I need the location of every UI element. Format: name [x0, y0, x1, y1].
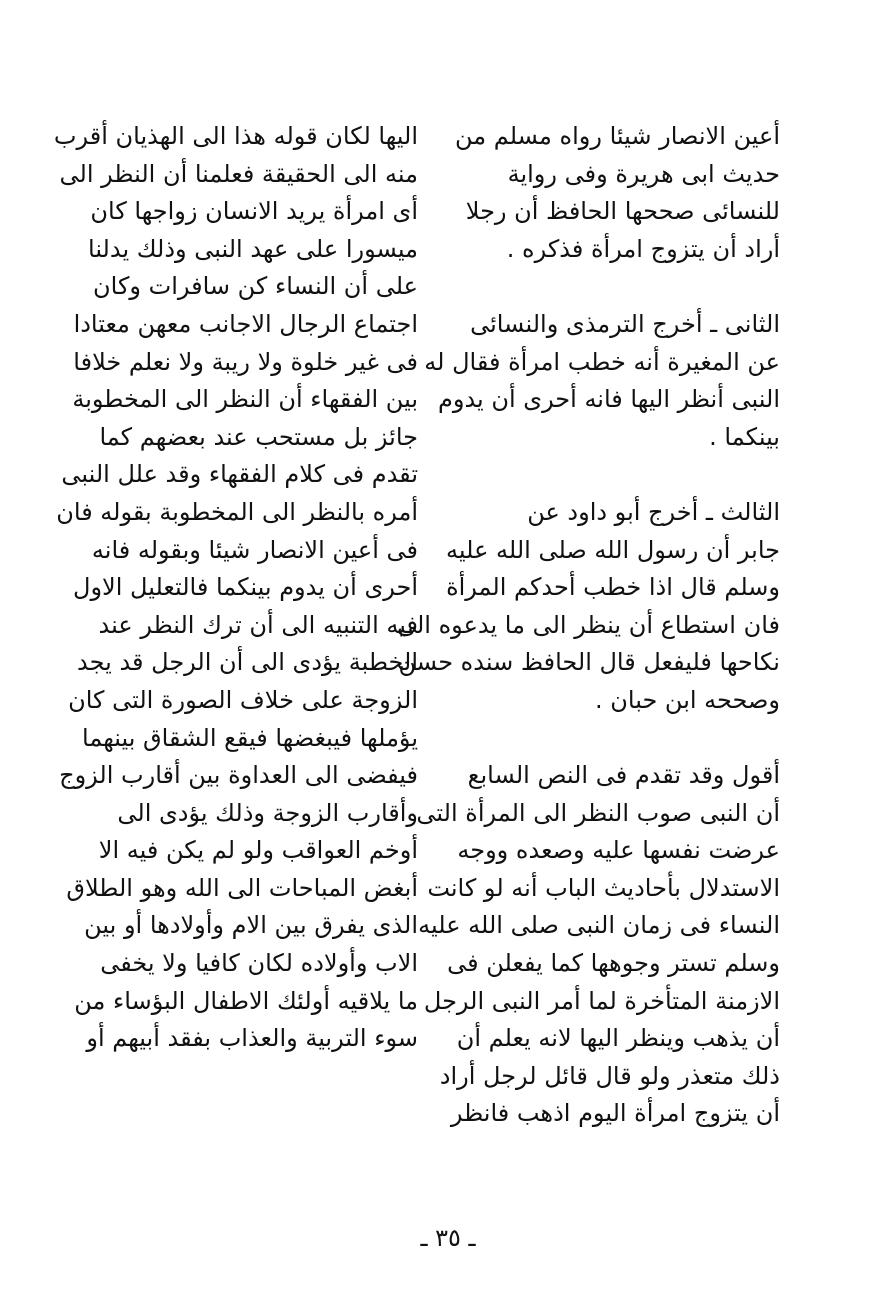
text-line: فيه التنبيه الى أن ترك النظر عند [98, 610, 418, 639]
text-line: أبغض المباحات الى الله وهو الطلاق [66, 873, 418, 902]
text-line: أن يتزوج امرأة اليوم اذهب فانظر [450, 1099, 780, 1128]
text-line: سوء التربية والعذاب بفقد أبيهم أو [86, 1024, 418, 1053]
text-line: الازمنة المتأخرة لما أمر النبى الرجل [423, 986, 780, 1015]
text-line: للنسائى صححها الحافظ أن رجلا [465, 197, 780, 226]
text-line: وسلم قال اذا خطب أحدكم المرأة [446, 573, 780, 602]
text-line: جابر أن رسول الله صلى الله عليه [446, 535, 780, 564]
paragraph-gap [446, 456, 780, 494]
left-text-column [53, 118, 418, 1058]
paragraph-2 [424, 306, 780, 456]
text-line: أى امرأة يريد الانسان زواجها كان [90, 197, 418, 226]
text-line: بين الفقهاء أن النظر الى المخطوبة [72, 385, 418, 414]
text-line: بينكما . [709, 422, 780, 451]
text-line: وسلم تستر وجوهها كما يفعلن فى [447, 949, 780, 978]
text-line: تقدم فى كلام الفقهاء وقد علل النبى [61, 460, 418, 489]
text-line: الاستدلال بأحاديث الباب أنه لو كانت [427, 873, 780, 902]
paragraph-4 [416, 757, 780, 1133]
text-line: فيفضى الى العداوة بين أقارب الزوج [59, 761, 418, 790]
text-line: يؤملها فيبغضها فيقع الشقاق بينهما [82, 723, 418, 752]
text-line: وصححه ابن حبان . [595, 685, 780, 714]
paragraph-gap [446, 268, 780, 306]
text-line: جائز بل مستحب عند بعضهم كما [99, 422, 418, 451]
text-line: فى أعين الانصار شيئا وبقوله فانه [91, 535, 418, 564]
text-line: النبى أنظر اليها فانه أحرى أن يدوم [438, 385, 780, 414]
text-line: الزوجة على خلاف الصورة التى كان [68, 685, 418, 714]
text-line: منه الى الحقيقة فعلمنا أن النظر الى [59, 159, 418, 188]
text-line: الثانى ـ أخرج الترمذى والنسائى [470, 309, 780, 338]
paragraph-gap [446, 720, 780, 758]
text-line: حديث ابى هريرة وفى رواية [507, 159, 780, 188]
text-line: وأقارب الزوجة وذلك يؤدى الى [117, 798, 418, 827]
text-line: نكاحها فليفعل قال الحافظ سنده حسن [398, 648, 780, 677]
page-number: ـ ٣٥ ـ [420, 1224, 476, 1252]
text-line: الاب وأولاده لكان كافيا ولا يخفى [100, 949, 418, 978]
text-line: اليها لكان قوله هذا الى الهذيان أقرب [53, 122, 418, 150]
text-line: ميسورا على عهد النبى وذلك يدلنا [88, 234, 418, 263]
text-line: اجتماع الرجال الاجانب معهن معتادا [73, 309, 418, 338]
text-line: عرضت نفسها عليه وصعده ووجه [457, 836, 780, 865]
text-line: الثالث ـ أخرج أبو داود عن [527, 497, 780, 526]
text-line: الذى يفرق بين الام وأولادها أو بين [84, 911, 418, 940]
paragraph-3 [396, 494, 780, 720]
text-line: أوخم العواقب ولو لم يكن فيه الا [98, 836, 418, 865]
text-line: النساء فى زمان النبى صلى الله عليه [418, 911, 780, 940]
text-line: أقول وقد تقدم فى النص السابع [467, 761, 780, 790]
text-line: فان استطاع أن ينظر الى ما يدعوه الى [396, 610, 780, 639]
text-line: أن يذهب وينظر اليها لانه يعلم أن [456, 1024, 780, 1053]
right-text-column [396, 118, 780, 1133]
text-line: أحرى أن يدوم بينكما فالتعليل الاول [73, 573, 418, 602]
text-line: على أن النساء كن سافرات وكان [93, 272, 418, 301]
text-line: فى غير خلوة ولا ريبة ولا نعلم خلافا [73, 347, 418, 376]
text-line: الخطبة يؤدى الى أن الرجل قد يجد [77, 648, 418, 677]
text-line: عن المغيرة أنه خطب امرأة فقال له [424, 347, 780, 376]
text-line: أراد أن يتزوج امرأة فذكره . [506, 234, 780, 263]
text-line: أن النبى صوب النظر الى المرأة التى [416, 798, 780, 827]
text-line: ما يلاقيه أولئك الاطفال البؤساء من [74, 986, 418, 1015]
text-line: أعين الانصار شيئا رواه مسلم من [454, 122, 780, 150]
paragraph-1 [446, 118, 780, 268]
text-line: ذلك متعذر ولو قال قائل لرجل أراد [439, 1061, 780, 1090]
text-line: أمره بالنظر الى المخطوبة بقوله فان [56, 497, 418, 526]
